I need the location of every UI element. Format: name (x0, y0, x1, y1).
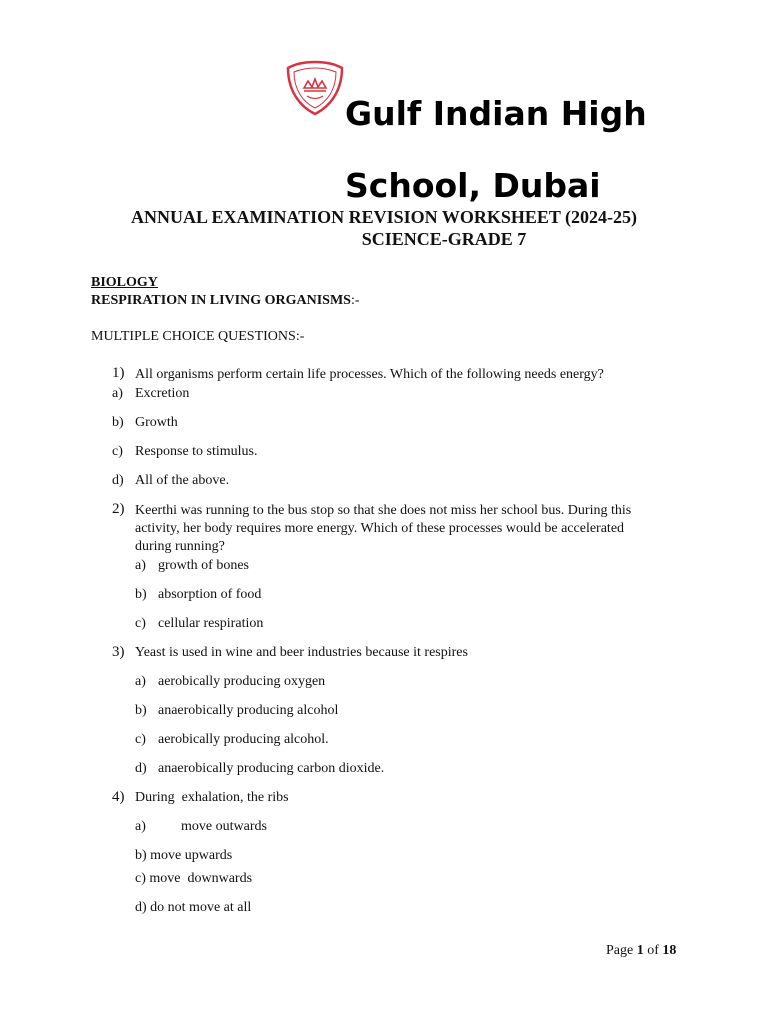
total-pages: 18 (662, 943, 677, 958)
option-text: Growth (135, 415, 178, 430)
option-label: c) (135, 732, 146, 747)
option-text: anaerobically producing carbon dioxide. (158, 761, 385, 776)
option-label: a) (135, 674, 146, 689)
question-type-heading: MULTIPLE CHOICE QUESTIONS:- (91, 329, 305, 344)
option-label: c) (112, 444, 123, 459)
option-text: aerobically producing alcohol. (158, 732, 329, 747)
worksheet-title-line2: SCIENCE-GRADE 7 (361, 229, 527, 249)
option-label: d) (135, 900, 147, 915)
of-word: of (647, 943, 659, 958)
option-label: d) (112, 473, 124, 488)
option-text: aerobically producing oxygen (158, 674, 326, 689)
question-text: All organisms perform certain life processes. Which of the following needs energy? (135, 367, 604, 382)
option-label: a) (135, 819, 146, 834)
option-line (135, 870, 252, 888)
question-text: During exhalation, the ribs (135, 790, 289, 805)
option-text: absorption of food (158, 587, 262, 602)
page-footer (606, 943, 676, 959)
question-number: 4) (112, 789, 125, 805)
option-text: do not move at all (150, 900, 252, 915)
option-text: growth of bones (158, 558, 249, 573)
option-text: Excretion (135, 386, 190, 401)
option-label: c) (135, 871, 146, 886)
school-name: Gulf Indian High School, Dubai (345, 94, 647, 205)
question-text: Yeast is used in wine and beer industries because it respires (135, 645, 468, 660)
subject-heading: BIOLOGY (91, 275, 158, 290)
option-line (135, 847, 232, 865)
option-text: cellular respiration (158, 616, 264, 631)
option-text: Response to stimulus. (135, 444, 258, 459)
option-text: move outwards (181, 819, 267, 834)
chapter-suffix: :- (350, 293, 360, 308)
worksheet-title (0, 206, 768, 250)
chapter-title: RESPIRATION IN LIVING ORGANISMS (91, 293, 351, 308)
question-number: 2) (112, 501, 125, 517)
worksheet-title-line1: ANNUAL EXAMINATION REVISION WORKSHEET (2024-25) (130, 207, 638, 227)
question-text: Keerthi was running to the bus stop so that she does not miss her school bus. During this activity, her body requires more energy. Which of these processes would be accelerated during running? (135, 503, 632, 554)
option-label: b) (135, 848, 147, 863)
option-text: move upwards (150, 848, 233, 863)
option-label: b) (135, 587, 147, 602)
option-line (135, 899, 251, 917)
option-label: d) (135, 761, 147, 776)
option-label: b) (135, 703, 147, 718)
question-number: 1) (112, 365, 125, 381)
option-text: All of the above. (135, 473, 230, 488)
option-label: c) (135, 616, 146, 631)
option-text: move downwards (149, 871, 253, 886)
option-label: b) (112, 415, 124, 430)
school-crest-logo (285, 60, 345, 116)
option-text: anaerobically producing alcohol (158, 703, 339, 718)
page-word: Page (606, 943, 634, 958)
option-label: a) (112, 386, 123, 401)
question-number: 3) (112, 644, 125, 660)
option-label: a) (135, 558, 146, 573)
page-number: 1 (636, 943, 644, 958)
chapter-heading (91, 292, 360, 310)
